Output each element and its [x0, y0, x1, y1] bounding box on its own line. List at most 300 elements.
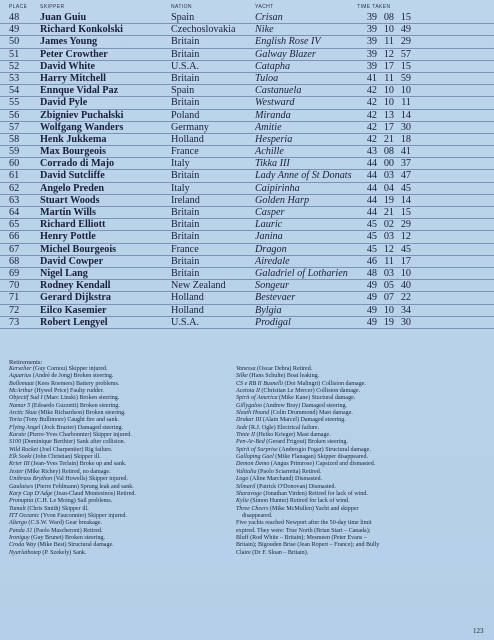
- retired-yacht-name: Aquarius: [9, 373, 32, 380]
- minutes-cell: 03: [383, 267, 394, 279]
- skipper-cell: Stuart Woods: [40, 194, 100, 206]
- hours-cell: 39: [366, 60, 377, 72]
- minutes-cell: 07: [383, 292, 394, 304]
- place-cell: 70: [9, 280, 20, 292]
- retirement-entry: [236, 498, 486, 505]
- skipper-cell: David Cowper: [40, 255, 104, 267]
- minutes-cell: 11: [384, 72, 394, 84]
- retirement-entry: [236, 403, 486, 410]
- retired-yacht-name: Arctic Skua: [9, 410, 37, 417]
- hours-cell: 39: [366, 12, 377, 23]
- retired-yacht-name: Gillygaloo: [236, 402, 262, 409]
- minutes-cell: 12: [383, 243, 394, 255]
- retirement-reason: (Simon Hunter) Retired for lack of wind.: [248, 498, 350, 505]
- nation-cell: Holland: [171, 133, 204, 145]
- place-cell: 63: [9, 194, 20, 206]
- table-row: [0, 170, 494, 182]
- nation-cell: France: [171, 243, 199, 255]
- yacht-cell: Songeur: [255, 280, 289, 292]
- retirement-entry: [236, 417, 486, 424]
- retirement-entry: [9, 506, 224, 513]
- yacht-cell: Westward: [255, 97, 295, 109]
- skipper-cell: Peter Crowther: [40, 48, 108, 60]
- seconds-cell: 37: [400, 158, 411, 170]
- place-cell: 71: [9, 292, 20, 304]
- seconds-cell: 34: [400, 304, 411, 316]
- table-header: [0, 4, 494, 12]
- table-row: [0, 244, 494, 256]
- retirement-entry: [9, 425, 224, 432]
- seconds-cell: 17: [400, 255, 411, 267]
- table-row: [0, 24, 494, 36]
- note-line: Bluff (Rod White – Britain); Mesmeen (Peter Evans –: [236, 534, 367, 541]
- note-line: Britain); Bigouden Brise (Jean Ropert – France); and Bully: [236, 542, 380, 549]
- hours-cell: 45: [366, 231, 377, 243]
- retirements-right-column: [236, 366, 486, 557]
- retirement-reason: (Joel Charpentier) Rig failure.: [38, 446, 113, 453]
- yacht-cell: Janina: [255, 231, 283, 243]
- seconds-cell: 47: [400, 170, 411, 182]
- place-cell: 50: [9, 36, 20, 48]
- retirement-entry: [9, 476, 224, 483]
- skipper-cell: David Sutcliffe: [40, 170, 105, 182]
- nation-cell: Czechoslovakia: [171, 24, 236, 36]
- hours-cell: 42: [366, 121, 377, 133]
- header-yacht: YACHT: [255, 4, 274, 10]
- place-cell: 66: [9, 231, 20, 243]
- table-row: [0, 85, 494, 97]
- table-row: [0, 219, 494, 231]
- seconds-cell: 11: [401, 97, 411, 109]
- retirement-entry: [9, 498, 224, 505]
- retirement-reason: (Mike Richey) Retired, no damage.: [23, 468, 111, 475]
- retired-yacht-name: Spirit of Surprise: [236, 446, 278, 453]
- yacht-cell: Casper: [255, 207, 285, 218]
- seconds-cell: 10: [400, 85, 411, 97]
- retired-yacht-name: Namar 5: [9, 402, 31, 409]
- seconds-cell: 30: [400, 121, 411, 133]
- seconds-cell: 45: [400, 243, 411, 255]
- retired-yacht-name: Demon Demo: [236, 461, 270, 468]
- yacht-cell: Castanuela: [255, 85, 302, 97]
- retired-yacht-name: Panda 31: [9, 527, 33, 534]
- skipper-cell: Harry Mitchell: [40, 72, 106, 84]
- skipper-cell: Martin Wills: [40, 207, 96, 218]
- hours-cell: 49: [366, 316, 377, 328]
- retired-yacht-name: Tumult: [9, 505, 26, 512]
- page-number: 123: [473, 627, 484, 635]
- retirement-reason: (C.S.W. Ward) Gear breakage.: [26, 520, 102, 527]
- retirement-entry: [236, 395, 486, 402]
- seconds-cell: 12: [400, 231, 411, 243]
- hours-cell: 39: [366, 24, 377, 36]
- retirements-left-column: [9, 366, 224, 557]
- retirement-reason: (Oscar Debra) Retired.: [255, 366, 313, 372]
- minutes-cell: 03: [383, 231, 394, 243]
- retirement-reason: (Paolo Mascheroni) Retired.: [32, 527, 103, 534]
- yacht-cell: Catapha: [255, 60, 291, 72]
- minutes-cell: 08: [383, 146, 394, 158]
- retirement-reason: (Guy Cornou) Skipper injured.: [31, 366, 108, 372]
- minutes-cell: 08: [383, 12, 394, 23]
- skipper-cell: Michel Bourgeois: [40, 243, 117, 255]
- yacht-cell: Amitie: [255, 121, 282, 133]
- seconds-cell: 41: [400, 146, 411, 158]
- retirement-reason: (Paolo Sciarretta) Retired.: [256, 468, 322, 475]
- hours-cell: 44: [366, 158, 377, 170]
- minutes-cell: 05: [383, 280, 394, 292]
- nation-cell: Britain: [171, 267, 200, 279]
- retired-yacht-name: Logo: [236, 476, 249, 483]
- yacht-cell: Galway Blazer: [255, 48, 316, 60]
- retirement-reason: (Tony Bullimore) Caught fire and sank.: [21, 417, 120, 424]
- seconds-cell: 18: [400, 133, 411, 145]
- retired-yacht-name: Croda Way: [9, 542, 36, 549]
- retired-yacht-name: Jester: [9, 468, 24, 475]
- place-cell: 68: [9, 255, 20, 267]
- minutes-cell: 00: [383, 158, 394, 170]
- retirement-reason: (Edoardo Guzzetti) Broken steering.: [30, 402, 120, 409]
- hours-cell: 42: [366, 97, 377, 109]
- nation-cell: Holland: [171, 292, 204, 304]
- retirements-title: Retirements:: [9, 359, 43, 366]
- retired-yacht-name: Valitalia: [236, 468, 257, 475]
- minutes-cell: 19: [383, 194, 394, 206]
- table-row: [0, 49, 494, 61]
- retired-yacht-name: Karp Cap D'Adge: [9, 490, 53, 497]
- retired-yacht-name: Spirit of America: [236, 395, 278, 402]
- retired-yacht-name: Wild Rocket: [9, 446, 39, 453]
- yacht-cell: Lauric: [255, 219, 283, 231]
- place-cell: 54: [9, 85, 20, 97]
- retirement-entry: [236, 425, 486, 432]
- hours-cell: 48: [366, 267, 377, 279]
- seconds-cell: 15: [400, 60, 411, 72]
- nation-cell: New Zealand: [171, 280, 226, 292]
- retired-yacht-name: Krier III: [9, 461, 30, 468]
- minutes-cell: 17: [383, 121, 394, 133]
- yacht-cell: Airedale: [255, 255, 290, 267]
- hours-cell: 44: [366, 182, 377, 194]
- retirement-reason: (Doi Malingri) Collision damage.: [283, 380, 366, 387]
- table-row: [0, 280, 494, 292]
- retired-yacht-name: Timie II: [236, 432, 255, 439]
- retirement-reason: (Mike Kane) Stuctural damage.: [277, 395, 356, 402]
- table-row: [0, 305, 494, 317]
- retirement-reason: (Guy Brunet) Broken steering.: [29, 534, 106, 541]
- retired-yacht-name: Flying Angel: [9, 424, 41, 431]
- nation-cell: Poland: [171, 109, 200, 121]
- place-cell: 49: [9, 24, 20, 36]
- retirement-entry: [236, 439, 486, 446]
- skipper-cell: Corrado di Majo: [40, 158, 115, 170]
- place-cell: 55: [9, 97, 20, 109]
- retired-yacht-name: Sleuth Hound: [236, 410, 270, 417]
- minutes-cell: 11: [384, 36, 394, 48]
- retired-yacht-name: Drakar III: [236, 417, 262, 424]
- hours-cell: 43: [366, 146, 377, 158]
- header-place: PLACE: [9, 4, 28, 10]
- nation-cell: Germany: [171, 121, 209, 133]
- table-row: [0, 73, 494, 85]
- table-row: [0, 134, 494, 146]
- skipper-cell: David White: [40, 60, 96, 72]
- retirement-entry: [9, 373, 224, 380]
- nation-cell: Britain: [171, 170, 200, 182]
- hours-cell: 44: [366, 170, 377, 182]
- nation-cell: U.S.A.: [171, 60, 200, 72]
- minutes-cell: 21: [383, 207, 394, 218]
- yacht-cell: Bestevaer: [255, 292, 296, 304]
- minutes-cell: 13: [383, 109, 394, 121]
- retired-yacht-name: Kylie: [236, 498, 249, 505]
- hours-cell: 39: [366, 48, 377, 60]
- yacht-cell: Miranda: [255, 109, 291, 121]
- retirement-reason: (Dominique Berthier) Sank after collision.: [21, 439, 126, 446]
- retired-yacht-name: Kerselier: [9, 366, 32, 372]
- retirement-reason: (Heiko Krieger) Mast damage.: [254, 432, 331, 439]
- table-row: [0, 146, 494, 158]
- note-line: expired. They were: True North (Brian Start – Canada);: [236, 527, 371, 534]
- nation-cell: Spain: [171, 85, 195, 97]
- hours-cell: 42: [366, 85, 377, 97]
- skipper-cell: Richard Elliott: [40, 219, 106, 231]
- nation-cell: Britain: [171, 219, 200, 231]
- place-cell: 59: [9, 146, 20, 158]
- place-cell: 60: [9, 158, 20, 170]
- retired-yacht-name: Galloping Gael: [236, 454, 274, 461]
- yacht-cell: Caipirinha: [255, 182, 300, 194]
- retired-yacht-name: Silmaril: [236, 483, 256, 490]
- hours-cell: 39: [366, 36, 377, 48]
- retirement-reason: (Hywel Price) Faulty rudder.: [32, 388, 104, 395]
- nation-cell: Britain: [171, 72, 200, 84]
- nation-cell: Italy: [171, 182, 190, 194]
- place-cell: 67: [9, 243, 20, 255]
- table-row: [0, 256, 494, 268]
- minutes-cell: 10: [383, 97, 394, 109]
- retired-yacht-name: Acetoia II: [236, 388, 261, 395]
- yacht-cell: Crisan: [255, 12, 283, 23]
- retirement-entry: [9, 395, 224, 402]
- place-cell: 57: [9, 121, 20, 133]
- yacht-cell: Bylgia: [255, 304, 282, 316]
- table-row: [0, 12, 494, 24]
- retired-yacht-name: Objectif Sud I: [9, 395, 43, 402]
- retired-yacht-name: McArthur: [9, 388, 33, 395]
- retirement-reason: (P. Szekely) Sank.: [40, 549, 87, 556]
- table-row: [0, 231, 494, 243]
- minutes-cell: 10: [383, 304, 394, 316]
- retired-yacht-name: Three Cheers: [236, 505, 269, 512]
- yacht-cell: Hesperia: [255, 133, 293, 145]
- retirement-reason: (Yvon Fauconnier) Skipper injured.: [39, 512, 127, 519]
- retirement-reason: (Mike McMullen) Yacht and skipper: [268, 505, 359, 512]
- table-row: [0, 36, 494, 48]
- skipper-cell: David Pyle: [40, 97, 88, 109]
- yacht-cell: Galadriel of Lotharien: [255, 267, 348, 279]
- seconds-cell: 10: [400, 267, 411, 279]
- place-cell: 53: [9, 72, 20, 84]
- retired-yacht-name: Ironiguy: [9, 534, 30, 541]
- seconds-cell: 30: [400, 316, 411, 328]
- skipper-cell: Henry Pottle: [40, 231, 96, 243]
- nation-cell: Britain: [171, 231, 200, 243]
- retired-yacht-name: Pen-Ar-Bed: [236, 439, 265, 446]
- retirement-reason: (Mike Richardson) Broken steering.: [36, 410, 126, 417]
- retired-yacht-name: Altergo: [9, 520, 27, 527]
- table-row: [0, 292, 494, 304]
- nation-cell: U.S.A.: [171, 316, 200, 328]
- retirement-entry: [9, 381, 224, 388]
- retirement-reason: (Jock Brazier) Damaged steering.: [40, 424, 124, 431]
- retired-yacht-name: Elk Soeki: [9, 454, 32, 461]
- skipper-cell: Angelo Preden: [40, 182, 105, 194]
- nation-cell: Britain: [171, 207, 200, 218]
- skipper-cell: Juan Guiu: [40, 12, 87, 23]
- retired-yacht-name: Jade: [236, 424, 248, 431]
- retirement-reason: (Hans Schulte) Boat leaking.: [247, 373, 320, 380]
- yacht-cell: Dragon: [255, 243, 287, 255]
- retirement-reason: (Pierre-Yves Charbonnier) Skipper injured.: [25, 432, 132, 439]
- retirement-reason: (Ambrogio Fogar) Structural damage.: [277, 446, 371, 453]
- retirement-entry: [9, 528, 224, 535]
- retired-yacht-name: ITT Oceanic: [9, 512, 40, 519]
- nation-cell: Ireland: [171, 194, 200, 206]
- skipper-cell: Henk Jukkema: [40, 133, 107, 145]
- table-row: [0, 183, 494, 195]
- table-row: [0, 317, 494, 329]
- skipper-cell: Robert Lengyel: [40, 316, 108, 328]
- retirement-reason: (Jean-Yves Terlain) Broke up and sank.: [29, 461, 127, 468]
- place-cell: 48: [9, 12, 20, 23]
- retirement-entry: [9, 484, 224, 491]
- skipper-cell: Ennque Vidal Paz: [40, 85, 119, 97]
- retirement-entry: [236, 484, 486, 491]
- nation-cell: Britain: [171, 48, 200, 60]
- seconds-cell: 49: [400, 24, 411, 36]
- seconds-cell: 59: [400, 72, 411, 84]
- yacht-cell: Golden Harp: [255, 194, 310, 206]
- place-cell: 64: [9, 207, 20, 218]
- skipper-cell: Wolfgang Wanders: [40, 121, 124, 133]
- retirement-continuation: disappeared.: [242, 512, 273, 519]
- skipper-cell: Rodney Kendall: [40, 280, 111, 292]
- yacht-cell: English Rose IV: [255, 36, 321, 48]
- nation-cell: Britain: [171, 36, 200, 48]
- hours-cell: 44: [366, 207, 377, 218]
- seconds-cell: 40: [400, 280, 411, 292]
- late-finishers-note: [236, 520, 486, 557]
- retired-yacht-name: Karate: [9, 432, 26, 439]
- table-row: [0, 158, 494, 170]
- place-cell: 72: [9, 304, 20, 316]
- retired-yacht-name: Unibrass Brython: [9, 476, 53, 483]
- place-cell: 58: [9, 133, 20, 145]
- retirement-reason: (Pierre Fehlmann) Sprung leak and sank.: [33, 483, 134, 490]
- retired-yacht-name: Bollemaat: [9, 380, 34, 387]
- retired-yacht-name: Sharavoge: [236, 490, 262, 497]
- retirement-reason: (Angus Primrose) Capsized and dismasted.: [269, 461, 376, 468]
- hours-cell: 45: [366, 243, 377, 255]
- skipper-cell: Gerard Dijkstra: [40, 292, 112, 304]
- retirement-reason: (C.H. Le Moing) Sail problems.: [33, 498, 113, 505]
- place-cell: 62: [9, 182, 20, 194]
- table-row: [0, 110, 494, 122]
- hours-cell: 49: [366, 304, 377, 316]
- retirement-entry: [236, 381, 486, 388]
- header-skipper: SKIPPER: [40, 4, 65, 10]
- yacht-cell: Tikka III: [255, 158, 290, 170]
- yacht-cell: Prodigal: [255, 316, 291, 328]
- nation-cell: Italy: [171, 158, 190, 170]
- minutes-cell: 19: [383, 316, 394, 328]
- minutes-cell: 04: [383, 182, 394, 194]
- retirement-entry: [9, 439, 224, 446]
- table-row: [0, 207, 494, 219]
- retired-yacht-name: Pronuptia: [9, 498, 34, 505]
- retirement-reason: (Kees Roemers) Battery problems.: [33, 380, 120, 387]
- retirement-entry: [9, 550, 224, 557]
- retirement-entry: [9, 520, 224, 527]
- table-row: [0, 195, 494, 207]
- place-cell: 52: [9, 60, 20, 72]
- retirement-reason: (Christian Le Mercer) Collision damage.: [260, 388, 361, 395]
- minutes-cell: 10: [383, 85, 394, 97]
- hours-cell: 49: [366, 280, 377, 292]
- retirement-reason: (Andrew Bray) Damaged steering.: [261, 402, 348, 409]
- skipper-cell: Eilco Kasemier: [40, 304, 107, 316]
- retirement-entry: [236, 476, 486, 483]
- minutes-cell: 02: [383, 219, 394, 231]
- nation-cell: Holland: [171, 304, 204, 316]
- seconds-cell: 45: [400, 182, 411, 194]
- hours-cell: 42: [366, 109, 377, 121]
- retirement-reason: (Marc Linski) Broken steering.: [42, 395, 120, 402]
- minutes-cell: 17: [383, 60, 394, 72]
- seconds-cell: 15: [400, 12, 411, 23]
- hours-cell: 42: [366, 133, 377, 145]
- place-cell: 61: [9, 170, 20, 182]
- place-cell: 56: [9, 109, 20, 121]
- note-line: Five yachts reached Newport after the 50-day time limit: [236, 520, 372, 527]
- minutes-cell: 03: [383, 170, 394, 182]
- seconds-cell: 15: [400, 207, 411, 218]
- retired-yacht-name: Gaulaises: [9, 483, 34, 490]
- retirement-entry: [9, 403, 224, 410]
- yacht-cell: Achille: [255, 146, 284, 158]
- place-cell: 51: [9, 48, 20, 60]
- retirement-reason: (Val Howells) Skipper injured.: [52, 476, 128, 483]
- seconds-cell: 29: [400, 219, 411, 231]
- yacht-cell: Nike: [255, 24, 274, 36]
- retired-yacht-name: Silke: [236, 373, 248, 380]
- nation-cell: France: [171, 146, 199, 158]
- skipper-cell: Richard Konkolski: [40, 24, 123, 36]
- retirement-reason: (Gerard Frigout) Broken steering.: [264, 439, 348, 446]
- retired-yacht-name: CS e RB II Busnelli: [236, 380, 284, 387]
- header-time-taken: TIME TAKEN: [357, 4, 391, 10]
- minutes-cell: 11: [384, 255, 394, 267]
- nation-cell: Britain: [171, 97, 200, 109]
- table-row: [0, 97, 494, 109]
- table-row: [0, 122, 494, 134]
- retirement-reason: (Mike Best) Structural damage.: [35, 542, 114, 549]
- skipper-cell: Nigel Lang: [40, 267, 88, 279]
- hours-cell: 45: [366, 219, 377, 231]
- retirement-entry: [236, 373, 486, 380]
- yacht-cell: Tuloa: [255, 72, 279, 84]
